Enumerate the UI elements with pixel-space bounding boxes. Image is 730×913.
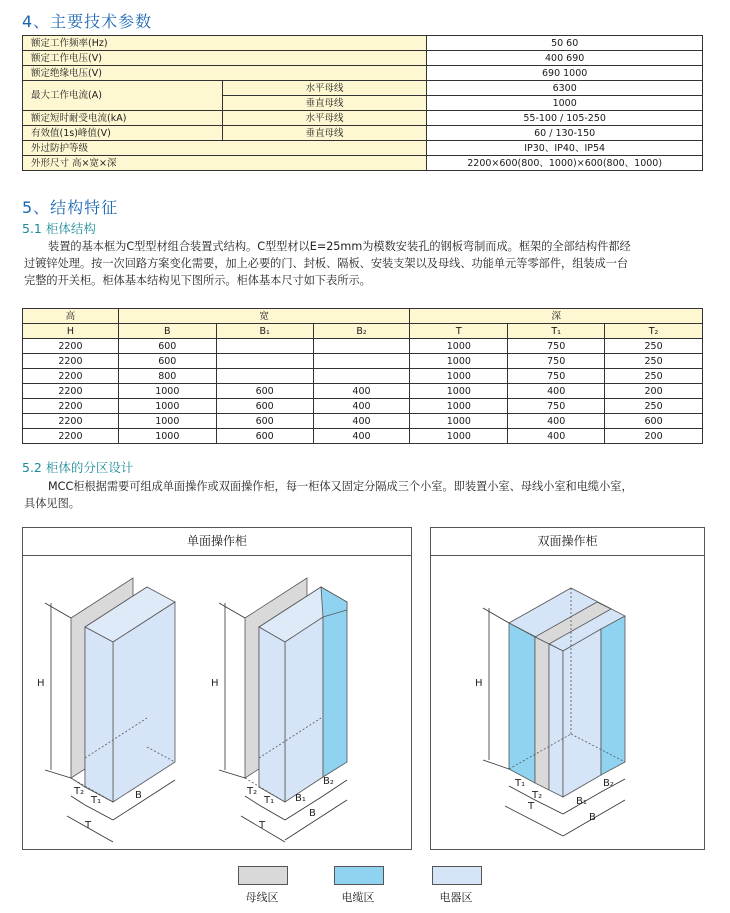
table-cell: 600 bbox=[216, 399, 313, 414]
table-row bbox=[23, 429, 703, 444]
table-row bbox=[23, 51, 703, 66]
dim-label-t2: T₂ bbox=[247, 786, 258, 797]
column-header: T₂ bbox=[605, 324, 703, 339]
table-cell: 2200 bbox=[23, 399, 119, 414]
dim-label-h: H bbox=[475, 678, 483, 689]
param-label: 额定工作电压(V) bbox=[23, 51, 427, 66]
table-row bbox=[23, 111, 703, 126]
table-cell: 250 bbox=[605, 399, 703, 414]
table-cell: 750 bbox=[508, 354, 605, 369]
table-cell: 1000 bbox=[118, 399, 216, 414]
table-cell: 2200 bbox=[23, 369, 119, 384]
table-cell bbox=[313, 339, 410, 354]
column-header: B bbox=[118, 324, 216, 339]
table-cell: 2200 bbox=[23, 414, 119, 429]
table-cell: 1000 bbox=[410, 414, 508, 429]
table-cell: 400 bbox=[313, 429, 410, 444]
table-cell bbox=[216, 339, 313, 354]
table-cell: 800 bbox=[118, 369, 216, 384]
table-cell: 250 bbox=[605, 354, 703, 369]
dim-label-b1: B₁ bbox=[295, 793, 306, 804]
double-sided-diagram bbox=[431, 528, 704, 849]
dim-label-b: B bbox=[589, 812, 596, 823]
group-header-height: 高 bbox=[23, 309, 119, 324]
dim-label-t: T bbox=[528, 801, 535, 812]
table-row bbox=[23, 156, 703, 171]
table-cell: 250 bbox=[605, 339, 703, 354]
dim-label-t1: T₁ bbox=[515, 778, 526, 789]
param-value: IP30、IP40、IP54 bbox=[427, 141, 703, 156]
table-cell: 600 bbox=[118, 354, 216, 369]
table-cell: 2200 bbox=[23, 339, 119, 354]
dim-label-t1: T₁ bbox=[264, 795, 275, 806]
param-value: 400 690 bbox=[427, 51, 703, 66]
param-sublabel: 垂直母线 bbox=[222, 126, 427, 141]
table-cell: 600 bbox=[118, 339, 216, 354]
subsection-5-1-title: 5.1 柜体结构 bbox=[22, 221, 96, 236]
table-row bbox=[23, 126, 703, 141]
paragraph-line: 装置的基本框为C型型材组合装置式结构。C型型材以E=25mm为模数安装孔的钢板弯制而成。框架的全部结构件都经 bbox=[48, 240, 631, 253]
table-cell: 400 bbox=[508, 414, 605, 429]
dim-label-b2: B₂ bbox=[323, 776, 334, 787]
table-cell: 250 bbox=[605, 369, 703, 384]
table-cell: 750 bbox=[508, 339, 605, 354]
table-cell: 400 bbox=[313, 384, 410, 399]
legend-swatch-cable bbox=[334, 866, 384, 885]
table-cell: 2200 bbox=[23, 354, 119, 369]
param-value: 1000 bbox=[427, 96, 703, 111]
paragraph-line: MCC柜根据需要可组成单面操作或双面操作柜，每一柜体又固定分隔成三个小室。即装置小室、母线小室和电缆小室， bbox=[48, 480, 633, 493]
table-cell: 600 bbox=[216, 384, 313, 399]
table-cell: 200 bbox=[605, 384, 703, 399]
param-label: 外形尺寸 高×宽×深 bbox=[23, 156, 427, 171]
table-cell: 1000 bbox=[410, 429, 508, 444]
param-label: 额定绝缘电压(V) bbox=[23, 66, 427, 81]
param-value: 690 1000 bbox=[427, 66, 703, 81]
tech-params-table bbox=[22, 35, 703, 171]
table-row bbox=[23, 399, 703, 414]
table-cell: 600 bbox=[216, 414, 313, 429]
table-cell: 1000 bbox=[410, 384, 508, 399]
dim-label-t2: T₂ bbox=[74, 786, 85, 797]
table-cell: 750 bbox=[508, 399, 605, 414]
table-cell: 400 bbox=[508, 384, 605, 399]
table-cell bbox=[313, 369, 410, 384]
single-sided-diagram bbox=[23, 528, 411, 849]
table-row bbox=[23, 81, 703, 96]
single-sided-cabinet-panel bbox=[22, 527, 412, 850]
param-label: 额定工作频率(Hz) bbox=[23, 36, 427, 51]
dim-label-t: T bbox=[259, 820, 266, 831]
section-4-title: 4、主要技术参数 bbox=[22, 12, 153, 31]
table-cell: 1000 bbox=[410, 369, 508, 384]
legend-label-device: 电器区 bbox=[439, 891, 473, 904]
dim-label-t: T bbox=[85, 820, 92, 831]
legend-swatch-device bbox=[432, 866, 482, 885]
dim-label-t1: T₁ bbox=[91, 795, 102, 806]
partition-paragraph bbox=[24, 478, 708, 512]
table-row bbox=[23, 384, 703, 399]
double-sided-cabinet-panel bbox=[430, 527, 705, 850]
double-cabinet-drawing bbox=[509, 588, 625, 797]
param-value: 60 / 130-150 bbox=[427, 126, 703, 141]
table-cell: 1000 bbox=[118, 384, 216, 399]
dimension-table bbox=[22, 308, 703, 444]
legend-swatch-busbar bbox=[238, 866, 288, 885]
group-header-depth: 深 bbox=[410, 309, 703, 324]
dim-label-h: H bbox=[37, 678, 45, 689]
dim-label-h: H bbox=[211, 678, 219, 689]
table-cell: 1000 bbox=[410, 399, 508, 414]
param-value: 6300 bbox=[427, 81, 703, 96]
table-cell: 750 bbox=[508, 369, 605, 384]
param-label: 最大工作电流(A) bbox=[23, 81, 223, 111]
table-cell: 200 bbox=[605, 429, 703, 444]
table-row bbox=[23, 354, 703, 369]
param-sublabel: 水平母线 bbox=[222, 81, 427, 96]
param-label: 有效值(1s)峰值(V) bbox=[23, 126, 223, 141]
table-cell: 400 bbox=[313, 399, 410, 414]
section-5-title: 5、结构特征 bbox=[22, 198, 119, 217]
column-header: T₁ bbox=[508, 324, 605, 339]
param-sublabel: 水平母线 bbox=[222, 111, 427, 126]
cabinet-2-drawing bbox=[245, 578, 347, 802]
table-cell bbox=[216, 354, 313, 369]
dim-label-b: B bbox=[135, 790, 142, 801]
table-row bbox=[23, 141, 703, 156]
table-cell: 400 bbox=[508, 429, 605, 444]
dim-label-b2: B₂ bbox=[603, 778, 614, 789]
param-value: 55-100 / 105-250 bbox=[427, 111, 703, 126]
column-header: T bbox=[410, 324, 508, 339]
param-value: 2200×600(800、1000)×600(800、1000) bbox=[427, 156, 703, 171]
table-cell: 2200 bbox=[23, 429, 119, 444]
panel-title: 单面操作柜 bbox=[23, 528, 411, 556]
group-header-width: 宽 bbox=[118, 309, 410, 324]
legend-label-busbar: 母线区 bbox=[245, 891, 279, 904]
table-row bbox=[23, 369, 703, 384]
subsection-5-2-title: 5.2 柜体的分区设计 bbox=[22, 460, 134, 475]
dim-label-b1: B₁ bbox=[576, 796, 587, 807]
table-header-row bbox=[23, 309, 703, 324]
column-header: B₁ bbox=[216, 324, 313, 339]
table-cell: 600 bbox=[605, 414, 703, 429]
table-cell: 1000 bbox=[118, 414, 216, 429]
paragraph-line: 具体见图。 bbox=[24, 497, 80, 510]
table-row bbox=[23, 414, 703, 429]
column-header: H bbox=[23, 324, 119, 339]
table-row bbox=[23, 66, 703, 81]
table-cell: 2200 bbox=[23, 384, 119, 399]
paragraph-line: 完整的开关柜。柜体基本结构见下图所示。柜体基本尺寸如下表所示。 bbox=[24, 274, 371, 287]
table-row bbox=[23, 36, 703, 51]
param-label: 外过防护等级 bbox=[23, 141, 427, 156]
table-header-row bbox=[23, 324, 703, 339]
param-sublabel: 垂直母线 bbox=[222, 96, 427, 111]
paragraph-line: 过镀锌处理。按一次回路方案变化需要，加上必要的门、封板、隔板、安装支架以及母线、功能单元等零部件，组装成一台 bbox=[24, 257, 629, 270]
dim-label-t2: T₂ bbox=[532, 790, 543, 801]
panel-title: 双面操作柜 bbox=[431, 528, 704, 556]
column-header: B₂ bbox=[313, 324, 410, 339]
table-row bbox=[23, 339, 703, 354]
param-label: 额定短时耐受电流(kA) bbox=[23, 111, 223, 126]
table-cell: 1000 bbox=[410, 354, 508, 369]
table-cell: 1000 bbox=[410, 339, 508, 354]
cabinet-1-drawing bbox=[71, 578, 175, 802]
table-cell: 1000 bbox=[118, 429, 216, 444]
dim-label-b: B bbox=[309, 808, 316, 819]
table-cell bbox=[313, 354, 410, 369]
table-cell bbox=[216, 369, 313, 384]
cabinet-structure-paragraph bbox=[24, 238, 708, 289]
legend-label-cable: 电缆区 bbox=[341, 891, 375, 904]
table-cell: 400 bbox=[313, 414, 410, 429]
table-cell: 600 bbox=[216, 429, 313, 444]
param-value: 50 60 bbox=[427, 36, 703, 51]
